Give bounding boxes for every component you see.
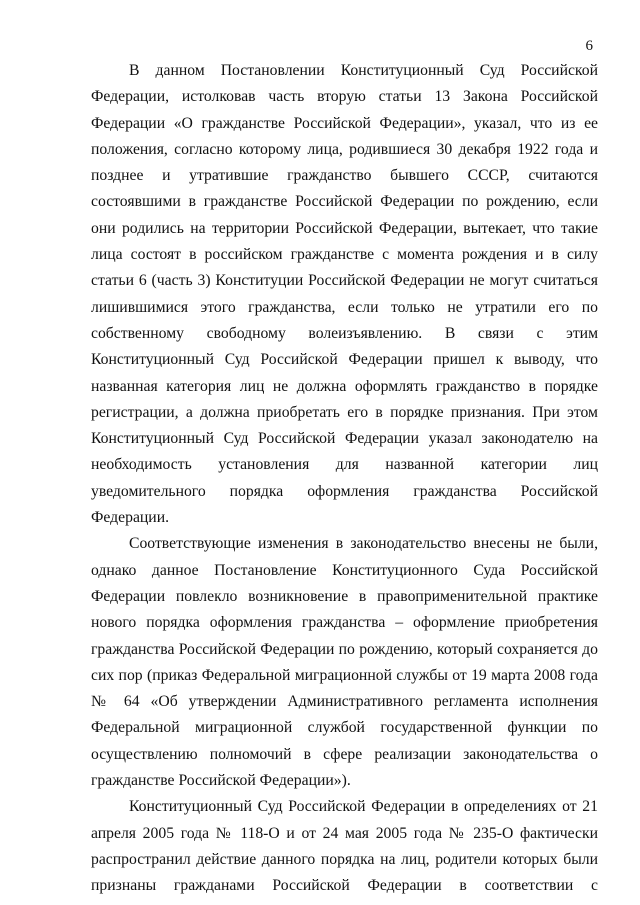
paragraph-1: В данном Постановлении Конституционный Суд Российской Федерации, истолковав часть вторую статьи 13 Закона Российской Федерации «О гражданстве Российской Федерации», указал, что из ее положения, согласно которому лица, родившиеся 30 декабря 1922 года и позднее и утратившие гражданство бывшего СССР, считаются состоявшими в гражданстве Российской Федерации по рождению, если они родились на территории Российской Федерации, вытекает, что такие лица состоят в российском гражданстве с момента рождения и в силу статьи 6 (часть 3) Конституции Российской Федерации не могут считаться лишившимися этого гражданства, если только не утратили его по собственному свободному волеизъявлению. В связи с этим Конституционный Суд Российской Федерации пришел к выводу, что названная категория лиц не должна оформлять гражданство в порядке регистрации, а должна приобретать его в порядке признания. При этом Конституционный Суд Российской Федерации указал законодателю на необходимость установления для названной категории лиц уведомительного порядка оформления гражданства Российской Федерации. xyxy=(91,62,598,527)
document-body xyxy=(91,58,598,900)
paragraph-2: Соответствующие изменения в законодательство внесены не были, однако данное Постановление Конституционного Суда Российской Федерации повлекло возникновение в правоприменительной практике нового порядка оформления гражданства – оформление приобретения гражданства Российской Федерации по рождению, который сохраняется до сих пор (приказ Федеральной миграционной службы от 19 марта 2008 года № 64 «Об утверждении Административного регламента исполнения Федеральной миграционной службой государственной функции по осуществлению полномочий в сфере реализации законодательства о гражданстве Российской Федерации»). xyxy=(91,535,598,790)
page-number: 6 xyxy=(585,38,593,54)
paragraph-3: Конституционный Суд Российской Федерации в определениях от 21 апреля 2005 года № 118-О и от 24 мая 2005 года № 235-О фактически распространил действие данного порядка на лиц, родители которых были признаны гражданами Российской Федерации в соответствии с xyxy=(91,798,598,895)
